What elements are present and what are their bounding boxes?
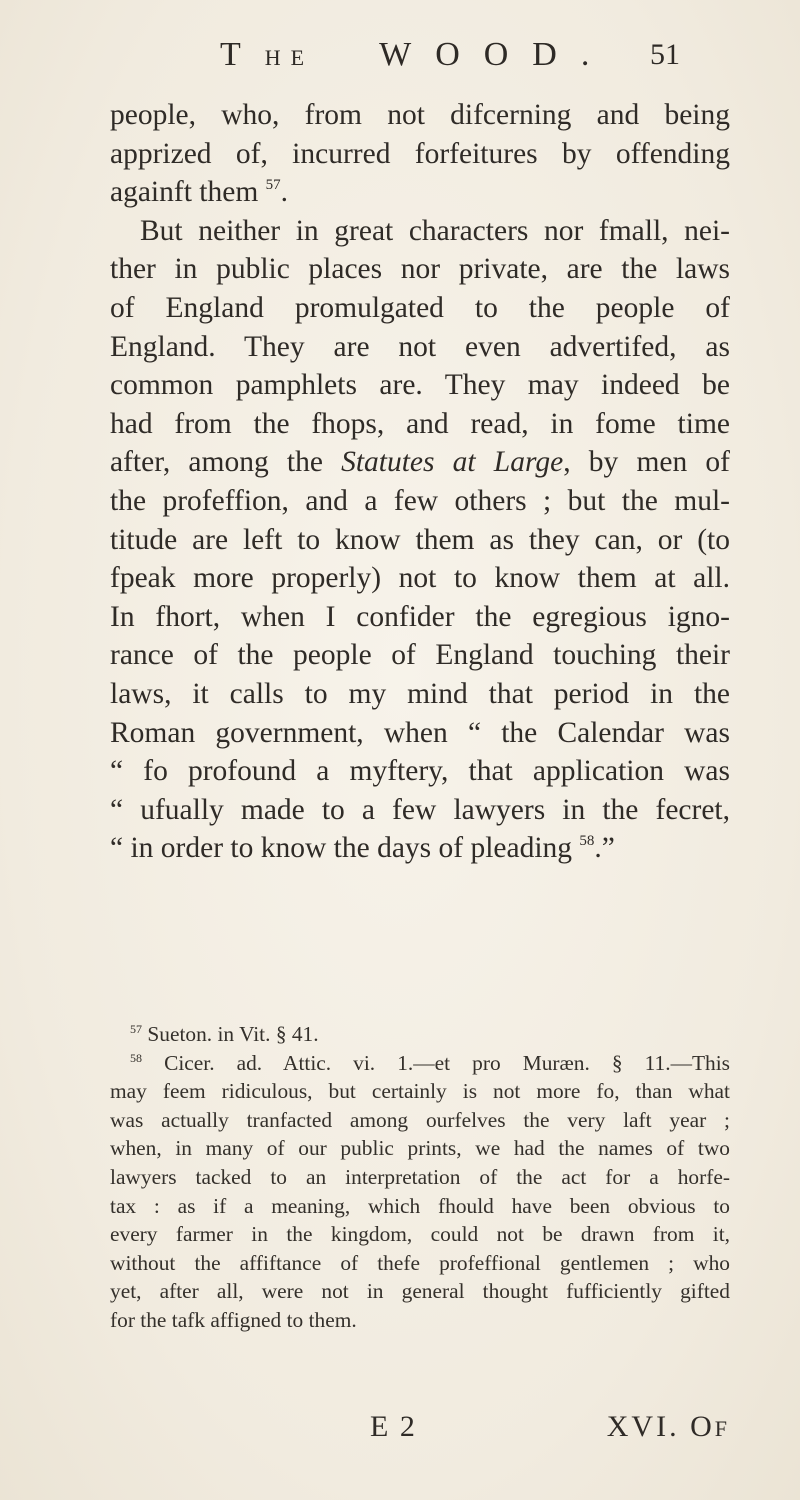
text-line: of England promulgated to the people of <box>110 291 730 324</box>
footnote-marker: 57 <box>130 1022 142 1036</box>
footnote-line: lawyers tacked to an interpretation of the act for a horfe- <box>110 1164 730 1189</box>
footnote-line: when, in many of our public prints, we had the names of two <box>110 1136 730 1161</box>
text-line: ther in public places nor private, are the laws <box>110 253 730 286</box>
text-line: rance of the people of England touching their <box>110 639 730 672</box>
footnote-line: was actually tranfacted among ourfelves the very laft year ; <box>110 1107 730 1132</box>
text-line: againft them $^{57}$. <box>110 176 289 209</box>
text-line: “ in order to know the days of pleading $^{58}$.” <box>110 832 615 865</box>
footnote-line: may feem ridiculous, but certainly is not more fo, than what <box>110 1079 730 1104</box>
footnote-58: $^{58}$ Cicer. ad. Attic. vi. 1.—et pro Muræn. § 11.—This <box>130 1050 730 1075</box>
text-line: people, who, from not difcerning and being <box>110 99 730 131</box>
footnote-line: every farmer in the kingdom, could not be drawn from it, <box>110 1222 730 1247</box>
note-reference: 57 <box>265 177 281 194</box>
text-line: laws, it calls to my mind that period in the <box>110 677 730 710</box>
text-line: had from the fhops, and read, in fome time <box>110 407 730 440</box>
signature-mark: E 2 <box>370 1410 417 1443</box>
footnote-line: tax : as if a meaning, which fhould have been obvious to <box>110 1193 730 1218</box>
text-line: the profeffion, and a few others ; but the mul- <box>110 484 730 517</box>
page-number: 51 <box>650 38 680 71</box>
text-line: apprized of, incurred forfeitures by offending <box>110 137 730 170</box>
text-line: fpeak more properly) not to know them at all. <box>110 562 730 595</box>
footnote-marker: 58 <box>130 1050 142 1065</box>
text-line: common pamphlets are. They may indeed be <box>110 369 730 402</box>
text-line: after, among the Statutes at Large, by men of <box>110 446 730 479</box>
body-text <box>110 96 730 868</box>
footnote-line: without the affiftance of thefe profeffional gentlemen ; who <box>110 1250 730 1275</box>
text-line: Roman government, when “ the Calendar was <box>110 716 730 749</box>
text-line: England. They are not even advertifed, as <box>110 330 730 363</box>
catchword: XVI. OF <box>606 1410 730 1443</box>
footnote-line: yet, after all, were not in general thought fufficiently gifted <box>110 1279 730 1304</box>
footnotes <box>110 1020 730 1335</box>
text-line: But neither in great characters nor fmall, nei- <box>140 214 730 247</box>
italic-title: Statutes at Large <box>341 446 564 479</box>
text-line: In fhort, when I confider the egregious igno- <box>110 600 730 633</box>
text-line: titude are left to know them as they can, or (to <box>110 523 730 556</box>
footnote-57: $^{57}$ Sueton. in Vit. § 41. <box>130 1022 319 1046</box>
catch-line <box>110 1410 730 1450</box>
running-title: THE WOOD. <box>220 36 614 73</box>
footnote-line: for the tafk affigned to them. <box>110 1307 357 1332</box>
note-reference: 58 <box>579 833 595 850</box>
running-head <box>160 36 680 76</box>
text-line: “ ufually made to a few lawyers in the fecret, <box>110 793 730 826</box>
text-line: “ fo profound a myftery, that application was <box>110 755 730 788</box>
